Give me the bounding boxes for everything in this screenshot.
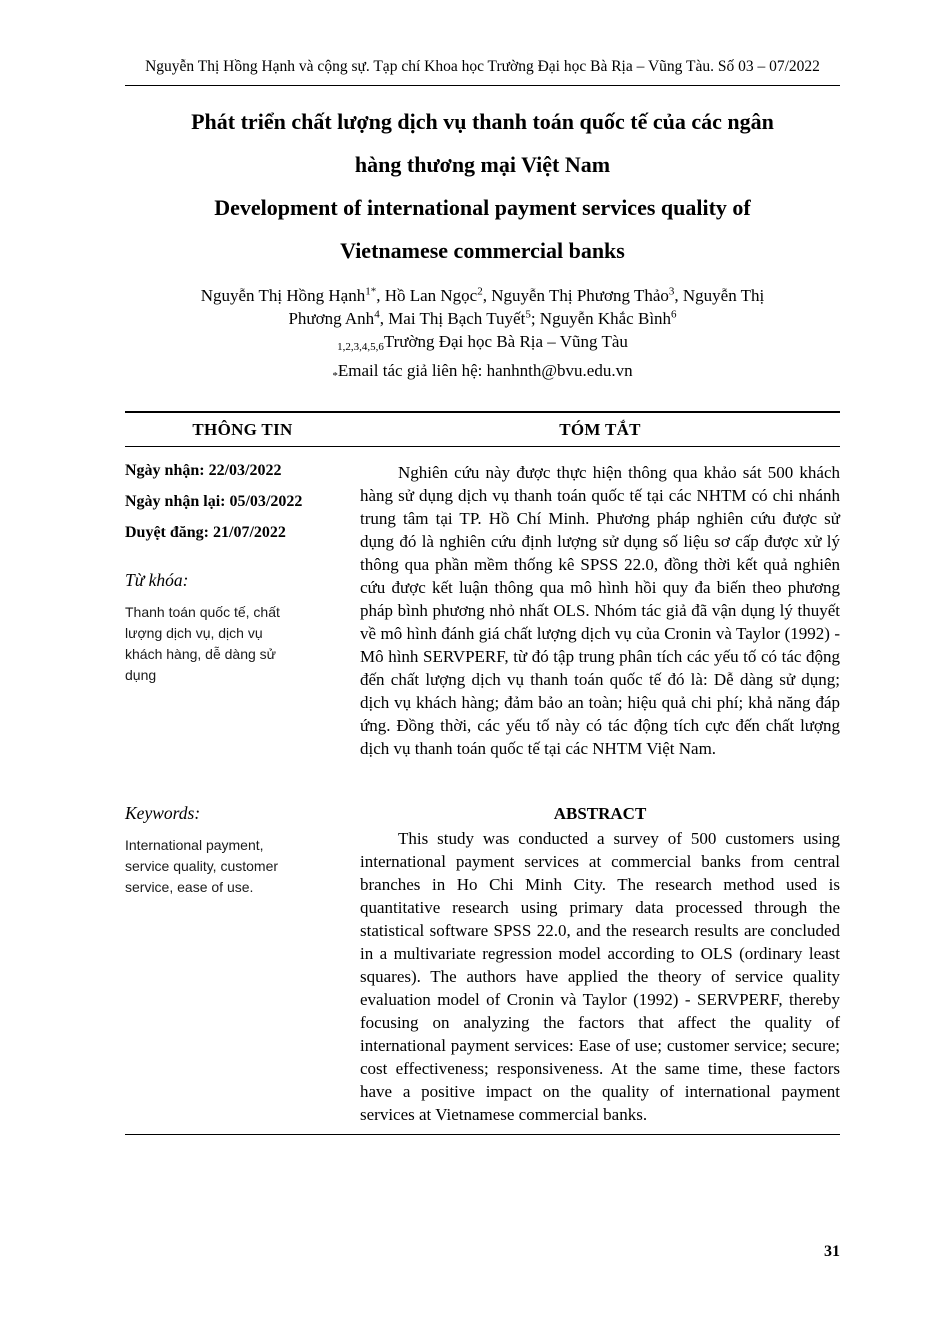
revised-date: Ngày nhận lại: 05/03/2022	[125, 493, 303, 510]
page-content	[125, 0, 840, 1135]
keywords-en-text: International payment, service quality, customer service, ease of use.	[125, 837, 279, 895]
affiliation-line	[125, 330, 840, 359]
title-en-line-2: Vietnamese commercial banks	[340, 238, 625, 263]
title-en-line-1: Development of international payment services quality of	[214, 195, 751, 220]
received-date: Ngày nhận: 22/03/2022	[125, 462, 282, 479]
keywords-vi-label: Từ khóa:	[125, 570, 189, 590]
table-row-2	[125, 802, 840, 1126]
running-header	[125, 58, 840, 86]
abstract-vi-cell	[360, 461, 840, 760]
table-header-row	[125, 413, 840, 447]
affiliation-text: Trường Đại học Bà Rịa – Vũng Tàu	[383, 332, 628, 351]
abstract-vi-text: Nghiên cứu này được thực hiện thông qua khảo sát 500 khách hàng sử dụng dịch vụ thanh toán quốc tế tại các NHTM có chi nhánh trung tâm tại TP. Hồ Chí Minh. Phương pháp nghiên cứu được sử dụng đó là nghiên cứu định lượng sử dụng số liệu sơ cấp được xử lý thông qua phần mềm thống kê SPSS 22.0, đồng thời kết quả nghiên cứu được kết luận thông qua mô hình hồi quy đa biến theo phương pháp bình phương nhỏ nhất OLS. Nhóm tác giả đã vận dụng lý thuyết về mô hình đánh giá chất lượng dịch vụ của Cronin và Taylor (1992) - Mô hình SERVPERF, từ đó tập trung phân tích các yếu tố có tác động đến chất lượng dịch vụ thanh toán quốc tế đó là: Dễ dàng sử dụng; dịch vụ khách hàng; đảm bảo an toàn; hiệu quả chi phí; khả năng đáp ứng. Đồng thời, các yếu tố này có tác động tích cực đến chất lượng dịch vụ thanh toán quốc tế tại các NHTM Việt Nam.	[360, 463, 840, 758]
abstract-en-header: ABSTRACT	[553, 804, 647, 823]
abstract-en-cell	[360, 802, 840, 1126]
page-number: 31	[824, 1243, 840, 1260]
table-body	[125, 447, 840, 1135]
email-asterisk: *	[332, 370, 338, 382]
affiliation-index-numbers: 1,2,3,4,5,6	[337, 341, 384, 353]
title-vi-line-1: Phát triển chất lượng dịch vụ thanh toán quốc tế của các ngân	[191, 109, 774, 134]
keywords-en-cell	[125, 802, 360, 1126]
abstract-vi-header: TÓM TẮT	[559, 420, 641, 439]
title-vi-line-2: hàng thương mại Việt Nam	[354, 152, 611, 177]
info-column-header: THÔNG TIN	[192, 420, 293, 439]
info-abstract-table	[125, 411, 840, 1135]
email-text: Email tác giả liên hệ: hanhnth@bvu.edu.vn	[337, 361, 633, 380]
running-header-text: Nguyễn Thị Hồng Hạnh và cộng sự. Tạp chí Khoa học Trường Đại học Bà Rịa – Vũng Tàu. Số 03 – 07/2022	[145, 58, 820, 75]
keywords-en-label: Keywords:	[125, 803, 201, 823]
article-title	[125, 100, 840, 272]
author-list: Nguyễn Thị Hồng Hạnh$^{1*}$, Hồ Lan Ngọc$^2$, Nguyễn Thị Phương Thảo$^3$, Nguyễn Thị Phương Anh$^4$, Mai Thị Bạch Tuyết$^5$; Nguyễn Khắc Bình$^6$	[200, 285, 765, 328]
contact-email-line	[125, 359, 840, 388]
abstract-en-text: This study was conducted a survey of 500 customers using international payment services at commercial banks from central branches in Ho Chi Minh City. The research method used is quantitative research using primary data processed through the statistical software SPSS 22.0, and the research results are concluded in a multivariate regression model according to OLS (ordinary least squares). The authors have applied the theory of service quality evaluation model of Cronin và Taylor (1992) - SERVPERF, thereby focusing on analyzing the factors that affect the quality of international payment services: Ease of use; customer service; secure; cost effectiveness; responsiveness. At the same time, these factors have a positive impact on the quality of international payment services at Vietnamese commercial banks.	[360, 829, 840, 1124]
table-row-1	[125, 461, 840, 760]
accepted-date: Duyệt đăng: 21/07/2022	[125, 524, 286, 541]
article-info-cell	[125, 461, 360, 760]
keywords-vi-text: Thanh toán quốc tế, chất lượng dịch vụ, dịch vụ khách hàng, dễ dàng sử dụng	[125, 604, 280, 683]
